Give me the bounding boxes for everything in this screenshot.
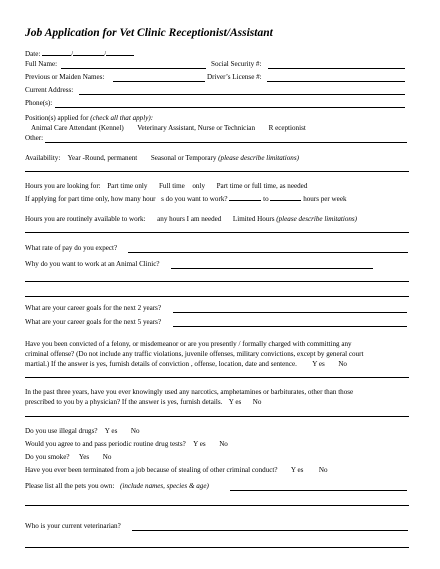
narcotics-details-field[interactable] [25,416,409,417]
terminated-row [25,467,328,474]
pets-row [25,483,209,490]
felony-line-3 [25,361,347,368]
date-day-field[interactable] [73,48,107,58]
goals-5-label: What are your career goals for the next 5 years? [25,318,162,326]
smoke-question: Do you smoke? [25,453,70,461]
option-seasonal[interactable]: Seasonal or Temporary [150,154,217,162]
option-any-hours[interactable]: any hours I am needed [157,215,222,223]
goals-2-label: What are your career goals for the next 2 years? [25,304,162,312]
drug-tests-no[interactable]: No [219,440,228,448]
smoke-no[interactable]: No [102,453,112,461]
maiden-field[interactable] [113,81,205,82]
hours-only-text: only [192,182,205,190]
why-field-2[interactable] [25,281,409,282]
terminated-yes[interactable]: Y es [290,466,304,474]
narcotics-line-2-text: prescribed to you by a physician? If the answer is yes, furnish details. [25,398,223,406]
hours-to-text: to [263,195,269,203]
form-title: Job Application for Vet Clinic Receptionist/Assistant [25,27,273,39]
narcotics-no[interactable]: No [252,398,262,406]
option-part-time-only[interactable]: Part time only [107,182,148,190]
address-label: Current Address: [25,86,74,94]
drug-tests-yes[interactable]: Y es [193,440,206,448]
pets-hint: (include names, species & age) [120,482,209,490]
drug-tests-question: Would you agree to and pass periodic routine drug tests? [25,440,186,448]
license-field[interactable] [267,81,405,82]
why-field-3[interactable] [25,296,409,297]
felony-line-2: criminal offense? (Do not include any traffic violations, juvenile offenses, military convictions, except by general court [25,350,364,358]
part-time-question-2: s do you want to work? [161,195,228,203]
vet-label: Who is your current veterinarian? [25,522,121,530]
position-options [31,125,306,132]
smoke-row [25,454,111,461]
terminated-no[interactable]: No [318,466,328,474]
drugs-yes[interactable]: Y es [104,427,118,435]
felony-details-field[interactable] [25,377,409,378]
terminated-question: Have you ever been terminated from a job because of stealing of other criminal conduct? [25,466,278,474]
routine-row [25,216,357,223]
date-sep: / [104,50,107,58]
felony-yes[interactable]: Y es [312,360,325,368]
position-hint: (check all that apply): [90,114,154,122]
goals-5-field[interactable] [173,326,407,327]
availability-details-field[interactable] [25,171,409,172]
maiden-label: Previous or Maiden Names: [25,73,105,81]
date-month-field[interactable] [42,48,74,58]
narcotics-line-1: In the past three years, have you ever knowingly used any narcotics, amphetamines or barbiturates, other than those [25,388,354,396]
felony-line-3-text: martial.) If the answer is yes, furnish details of conviction , offense, location, date and sentence. [25,360,297,368]
availability-hint: (please describe limitations) [218,154,299,162]
option-full-time[interactable]: Full time [158,182,185,190]
hours-label: Hours you are looking for: [25,182,101,190]
option-animal-care-attendant[interactable]: Animal Care Attendant (Kennel) [31,124,124,132]
why-label: Why do you want to work at an Animal Clinic? [25,260,160,268]
availability-row [25,155,299,162]
address-field[interactable] [79,94,405,95]
hours-per-week-text: hours per week [303,195,347,203]
routine-label: Hours you are routinely available to work: [25,215,146,223]
ssn-label: Social Security #: [211,60,262,68]
position-other-label: Other: [25,134,44,142]
drug-tests-row [25,441,228,448]
date-sep: / [71,50,74,58]
license-label: Driver’s License #: [207,73,262,81]
drugs-row [25,428,140,435]
option-limited-hours[interactable]: Limited Hours [232,215,275,223]
routine-details-field[interactable] [25,232,409,233]
part-time-question: If applying for part time only, how many hour [25,195,156,203]
drugs-no[interactable]: No [130,427,140,435]
narcotics-line-2 [25,399,261,406]
date-label: Date: [25,50,41,58]
goals-2-field[interactable] [173,312,407,313]
part-time-hours-row [25,193,347,203]
option-year-round[interactable]: Year -Round, permanent [67,154,138,162]
date-year-field[interactable] [106,48,134,56]
hours-min-field[interactable] [229,193,261,201]
ssn-field[interactable] [268,68,405,69]
full-name-field[interactable] [61,68,206,69]
drugs-question: Do you use illegal drugs? [25,427,98,435]
pets-label: Please list all the pets you own: [25,482,115,490]
felony-no[interactable]: No [338,360,347,368]
phone-label: Phone(s): [25,99,53,107]
position-other-field[interactable] [45,142,407,143]
hours-max-field[interactable] [270,193,301,201]
option-part-or-full-time[interactable]: Part time or full time, as needed [216,182,308,190]
availability-label: Availability: [25,154,61,162]
full-name-label: Full Name: [25,60,58,68]
pets-field[interactable] [230,490,407,491]
option-receptionist[interactable]: R eceptionist [268,124,306,132]
date-row [25,48,134,58]
position-row [25,115,153,122]
pay-field[interactable] [128,252,408,253]
option-veterinary-assistant[interactable]: Veterinary Assistant, Nurse or Technician [137,124,255,132]
smoke-yes[interactable]: Yes [78,453,90,461]
pets-field-2[interactable] [25,505,409,506]
position-label: Position(s) applied for [25,114,89,122]
phone-field[interactable] [55,107,405,108]
routine-hint: (please describe limitations) [276,215,358,223]
vet-field[interactable] [132,530,408,531]
felony-line-1: Have you been convicted of a felony, or misdemeanor or are you presently / formally charged with committing any [25,340,352,348]
narcotics-yes[interactable]: Y es [228,398,242,406]
why-field[interactable] [171,268,373,269]
hours-row [25,183,307,190]
pay-label: What rate of pay do you expect? [25,244,118,252]
vet-field-2[interactable] [25,547,409,548]
